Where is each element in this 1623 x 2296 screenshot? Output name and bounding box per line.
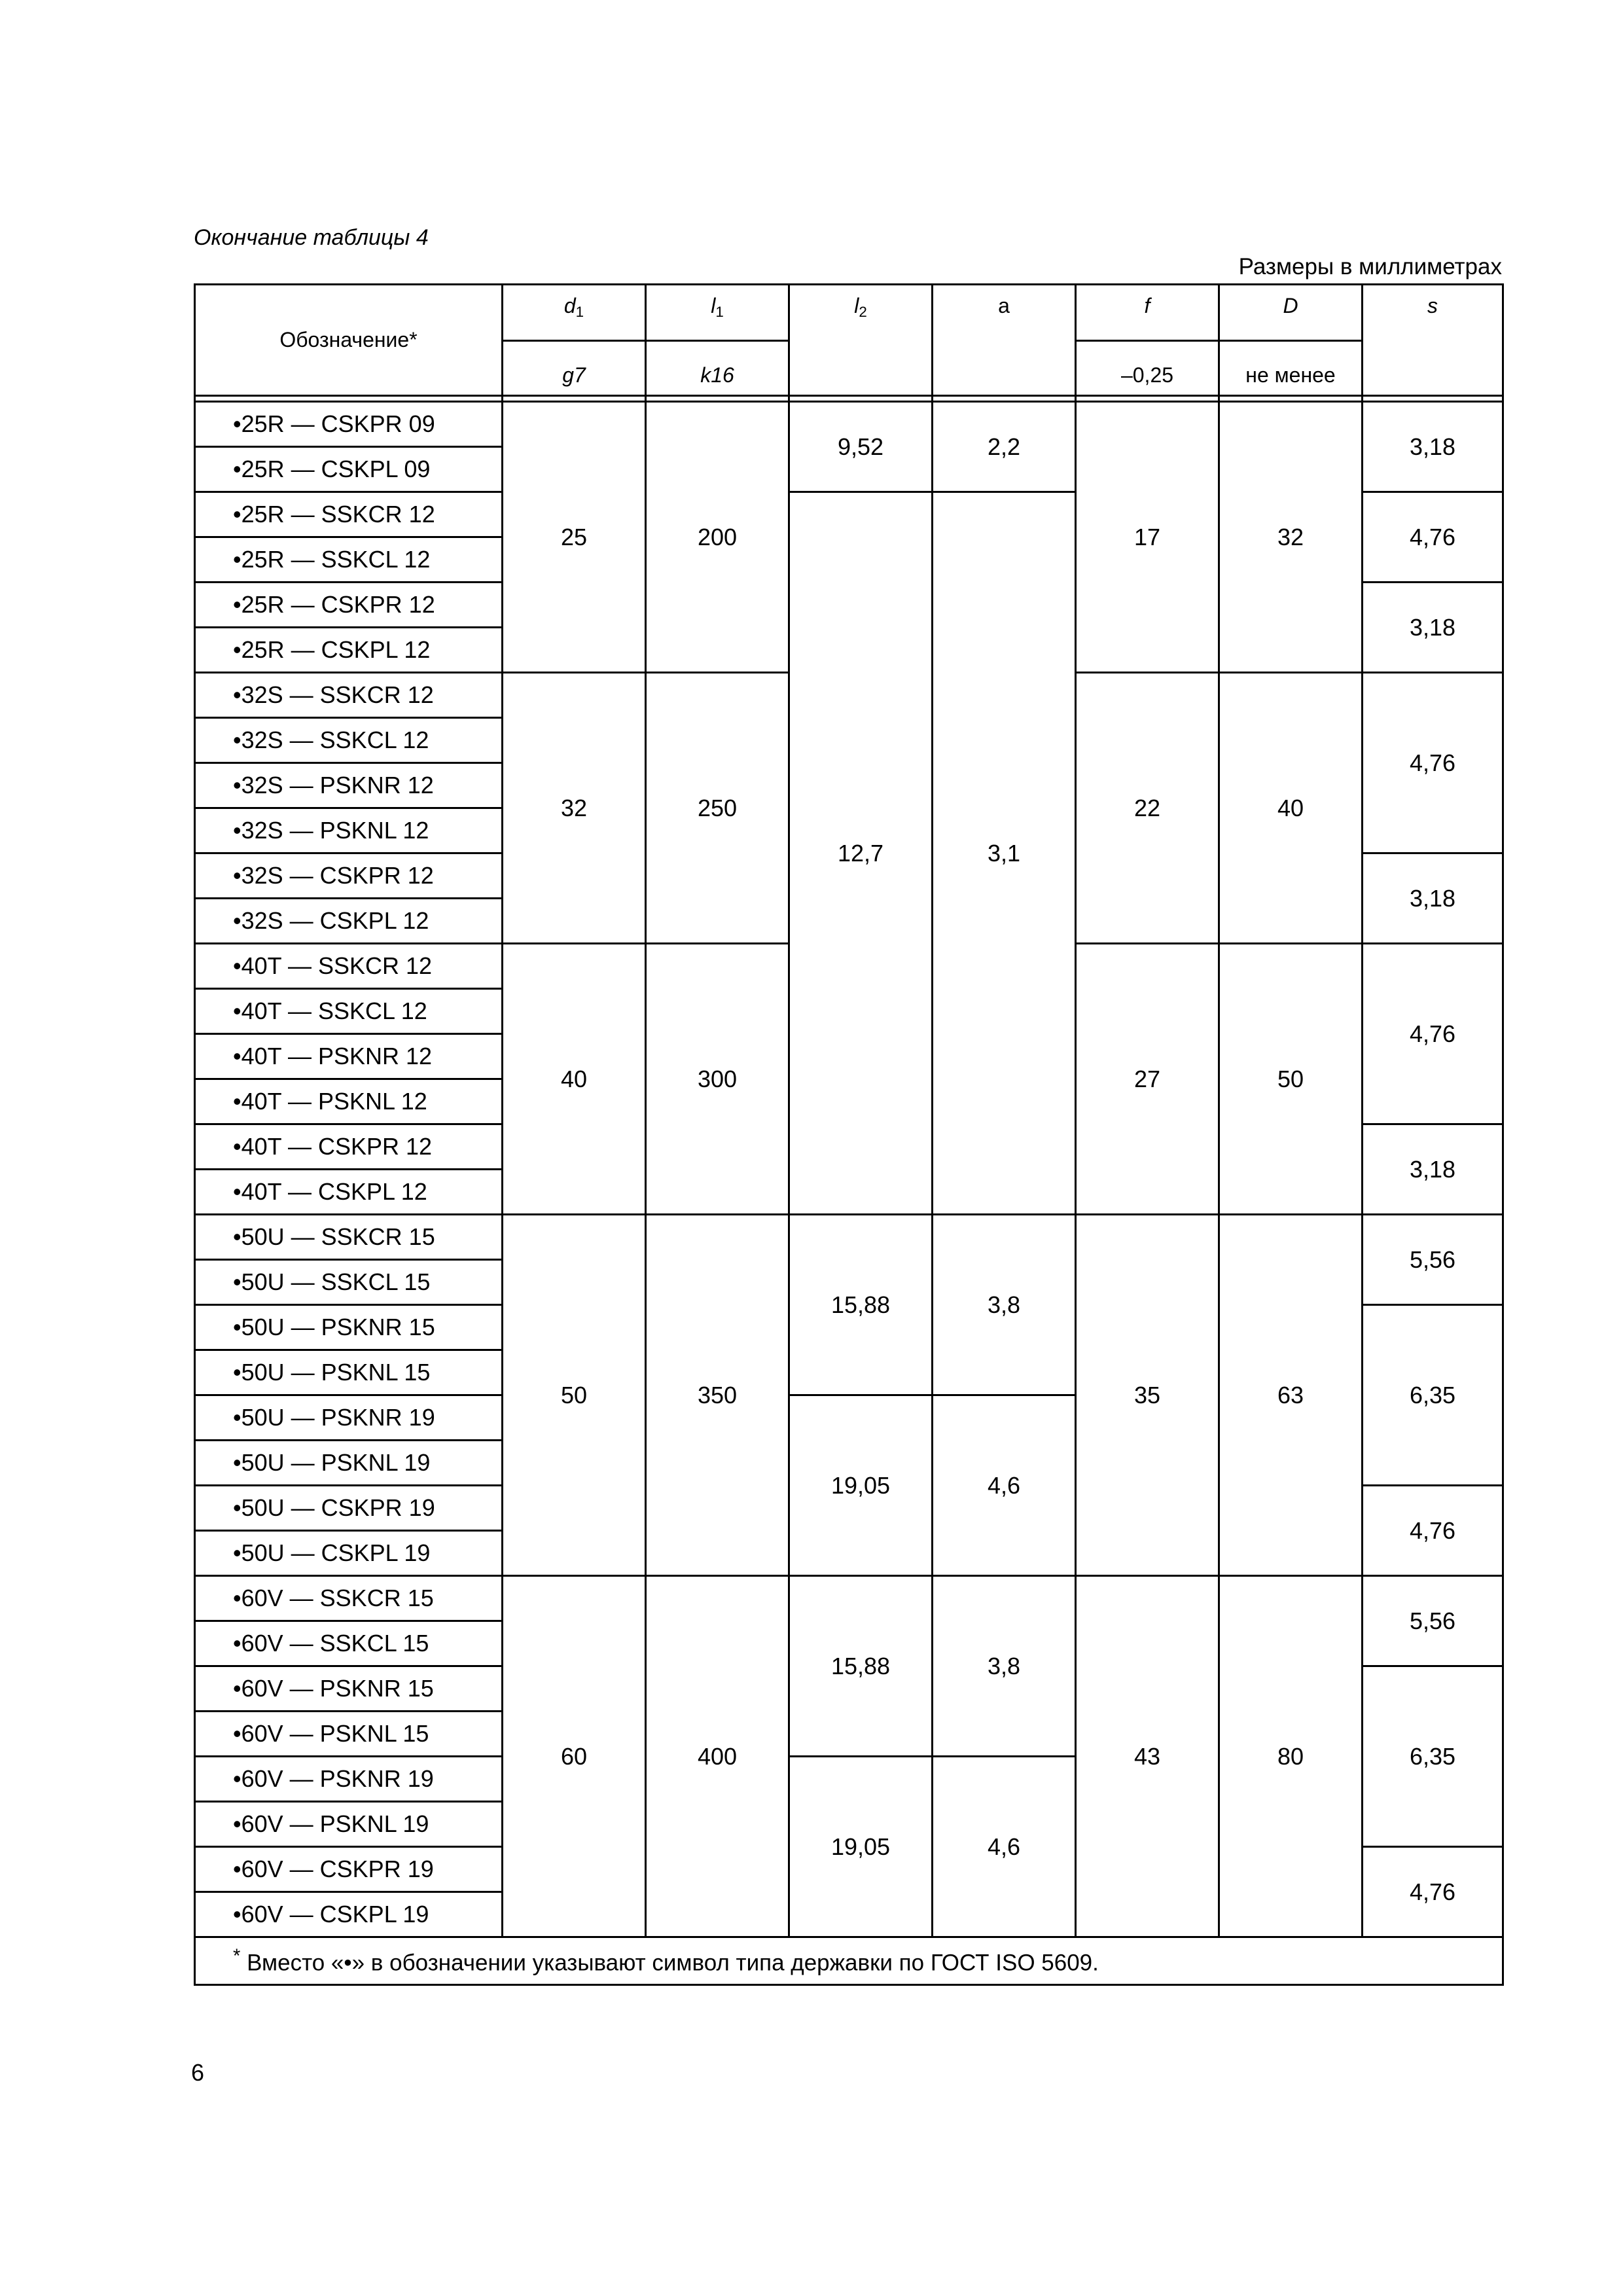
designation-cell: •60V — SSKCL 15 bbox=[195, 1621, 503, 1666]
designation-cell: •40T — CSKPR 12 bbox=[195, 1124, 503, 1170]
designation-cell: •32S — CSKPL 12 bbox=[195, 899, 503, 944]
designation-cell: •60V — PSKNR 15 bbox=[195, 1666, 503, 1712]
l2-cell: 19,05 bbox=[789, 1395, 933, 1576]
designation-cell: •25R — CSKPL 12 bbox=[195, 628, 503, 673]
units-note: Размеры в миллиметрах bbox=[1238, 254, 1502, 279]
s-cell: 3,18 bbox=[1363, 583, 1503, 673]
d1-cell: 40 bbox=[503, 944, 646, 1215]
designation-cell: •50U — CSKPR 19 bbox=[195, 1486, 503, 1531]
designation-cell: •25R — CSKPR 09 bbox=[195, 402, 503, 447]
f-cell: 27 bbox=[1076, 944, 1219, 1215]
D-cell: 80 bbox=[1219, 1576, 1363, 1937]
f-cell: 22 bbox=[1076, 673, 1219, 944]
f-cell: 17 bbox=[1076, 402, 1219, 673]
designation-cell: •40T — SSKCR 12 bbox=[195, 944, 503, 989]
designation-cell: •25R — CSKPR 12 bbox=[195, 583, 503, 628]
a-cell: 3,8 bbox=[933, 1576, 1076, 1757]
s-cell: 6,35 bbox=[1363, 1305, 1503, 1486]
designation-cell: •32S — PSKNL 12 bbox=[195, 808, 503, 853]
D-cell: 32 bbox=[1219, 402, 1363, 673]
d1-cell: 50 bbox=[503, 1215, 646, 1576]
d1-cell: 25 bbox=[503, 402, 646, 673]
s-cell: 4,76 bbox=[1363, 673, 1503, 853]
l1-cell: 400 bbox=[646, 1576, 789, 1937]
designation-cell: •60V — CSKPR 19 bbox=[195, 1847, 503, 1892]
s-cell: 4,76 bbox=[1363, 1486, 1503, 1576]
page-number: 6 bbox=[191, 2059, 205, 2086]
designation-cell: •25R — SSKCL 12 bbox=[195, 537, 503, 583]
designation-cell: •50U — CSKPL 19 bbox=[195, 1531, 503, 1576]
a-cell: 3,1 bbox=[933, 492, 1076, 1215]
table-caption: Окончание таблицы 4 bbox=[194, 225, 429, 250]
header-f: f bbox=[1076, 285, 1219, 341]
designation-cell: •32S — SSKCR 12 bbox=[195, 673, 503, 718]
header-l1-tolerance: k16 bbox=[646, 341, 789, 396]
designation-cell: •60V — SSKCR 15 bbox=[195, 1576, 503, 1621]
header-a: a bbox=[933, 285, 1076, 396]
l1-cell: 350 bbox=[646, 1215, 789, 1576]
dimensions-table bbox=[194, 283, 1504, 1986]
l1-cell: 250 bbox=[646, 673, 789, 944]
s-cell: 4,76 bbox=[1363, 944, 1503, 1124]
header-D: D bbox=[1219, 285, 1363, 341]
header-l1: $l_1$ bbox=[646, 285, 789, 341]
designation-cell: •32S — SSKCL 12 bbox=[195, 718, 503, 763]
designation-cell: •60V — CSKPL 19 bbox=[195, 1892, 503, 1937]
designation-cell: •25R — CSKPL 09 bbox=[195, 447, 503, 492]
d1-cell: 32 bbox=[503, 673, 646, 944]
designation-cell: •40T — SSKCL 12 bbox=[195, 989, 503, 1034]
s-cell: 4,76 bbox=[1363, 1847, 1503, 1937]
header-D-note: не менее bbox=[1219, 341, 1363, 396]
header-s: s bbox=[1363, 285, 1503, 396]
header-d1: $d_1$ bbox=[503, 285, 646, 341]
designation-cell: •60V — PSKNL 15 bbox=[195, 1712, 503, 1757]
header-d1-tolerance: g7 bbox=[503, 341, 646, 396]
a-cell: 2,2 bbox=[933, 402, 1076, 492]
s-cell: 5,56 bbox=[1363, 1576, 1503, 1666]
s-cell: 5,56 bbox=[1363, 1215, 1503, 1305]
designation-cell: •60V — PSKNL 19 bbox=[195, 1802, 503, 1847]
s-cell: 3,18 bbox=[1363, 1124, 1503, 1215]
l1-cell: 300 bbox=[646, 944, 789, 1215]
D-cell: 40 bbox=[1219, 673, 1363, 944]
s-cell: 3,18 bbox=[1363, 402, 1503, 492]
designation-cell: •50U — SSKCL 15 bbox=[195, 1260, 503, 1305]
l2-cell: 19,05 bbox=[789, 1757, 933, 1937]
designation-cell: •50U — PSKNL 15 bbox=[195, 1350, 503, 1395]
D-cell: 50 bbox=[1219, 944, 1363, 1215]
header-f-tolerance: –0,25 bbox=[1076, 341, 1219, 396]
designation-cell: •40T — PSKNL 12 bbox=[195, 1079, 503, 1124]
l2-cell: 15,88 bbox=[789, 1576, 933, 1757]
l2-cell: 15,88 bbox=[789, 1215, 933, 1395]
designation-cell: •50U — SSKCR 15 bbox=[195, 1215, 503, 1260]
D-cell: 63 bbox=[1219, 1215, 1363, 1576]
designation-cell: •50U — PSKNR 15 bbox=[195, 1305, 503, 1350]
table-footnote: * Вместо «•» в обозначении указывают символ типа державки по ГОСТ ISO 5609. bbox=[195, 1937, 1503, 1985]
a-cell: 4,6 bbox=[933, 1757, 1076, 1937]
designation-cell: •25R — SSKCR 12 bbox=[195, 492, 503, 537]
header-designation: Обозначение* bbox=[195, 285, 503, 396]
designation-cell: •60V — PSKNR 19 bbox=[195, 1757, 503, 1802]
l1-cell: 200 bbox=[646, 402, 789, 673]
designation-cell: •50U — PSKNL 19 bbox=[195, 1441, 503, 1486]
a-cell: 4,6 bbox=[933, 1395, 1076, 1576]
f-cell: 35 bbox=[1076, 1215, 1219, 1576]
l2-cell: 9,52 bbox=[789, 402, 933, 492]
designation-cell: •32S — PSKNR 12 bbox=[195, 763, 503, 808]
s-cell: 6,35 bbox=[1363, 1666, 1503, 1847]
l2-cell: 12,7 bbox=[789, 492, 933, 1215]
designation-cell: •40T — PSKNR 12 bbox=[195, 1034, 503, 1079]
d1-cell: 60 bbox=[503, 1576, 646, 1937]
designation-cell: •50U — PSKNR 19 bbox=[195, 1395, 503, 1441]
a-cell: 3,8 bbox=[933, 1215, 1076, 1395]
s-cell: 4,76 bbox=[1363, 492, 1503, 583]
s-cell: 3,18 bbox=[1363, 853, 1503, 944]
header-l2: $l_2$ bbox=[789, 285, 933, 396]
designation-cell: •32S — CSKPR 12 bbox=[195, 853, 503, 899]
designation-cell: •40T — CSKPL 12 bbox=[195, 1170, 503, 1215]
f-cell: 43 bbox=[1076, 1576, 1219, 1937]
